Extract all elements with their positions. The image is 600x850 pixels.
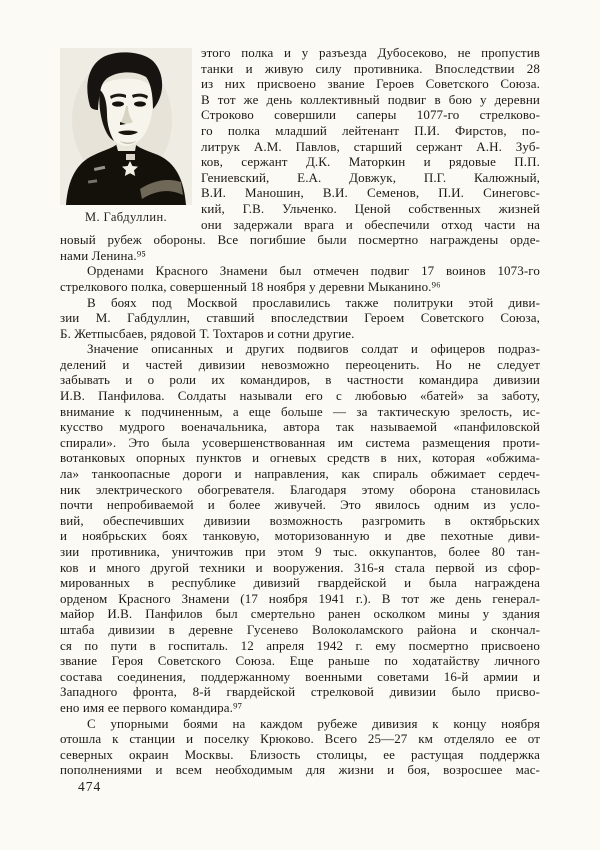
text-line: В.И. Маношин, В.И. Семенов, П.И. Синеговс- xyxy=(201,185,540,201)
text-line: В тот же день коллективный подвиг в бою у деревни xyxy=(201,91,540,107)
text-line: ков и много другой техники и вооружения. 316-я стала первой из сфор- xyxy=(60,559,540,575)
paragraph-kryukovo xyxy=(60,716,540,778)
text-line: мированных в республике дивизий гвардейской и была награждена xyxy=(60,575,540,591)
text-line: кий, Г.В. Ульченко. Ценой собственных жизней xyxy=(201,200,540,216)
text-line: ла» танкоопасные дороги и направления, как спираль обжимает сердеч- xyxy=(60,466,540,482)
text-line: Строково совершили саперы 1077-го стрелково- xyxy=(201,107,540,123)
text-line: звание Героя Советского Союза. Еще раньше по ходатайству личного xyxy=(60,653,540,669)
text-line: северных окраин Москвы. Близость столицы, ее растущая поддержка xyxy=(60,746,540,762)
text-line: кусство мудрого военачальника, автора так называемой «панфиловской xyxy=(60,419,540,435)
text-line: ся по пути в госпиталь. 12 апреля 1942 г. ему посмертно присвоено xyxy=(60,637,540,653)
page-number: 474 xyxy=(78,779,102,794)
text-line: ков, сержант Д.К. Маторкин и рядовые П.П. xyxy=(201,154,540,170)
text-line: Западного фронта, 8-й гвардейской стрелковой дивизии было присво- xyxy=(60,684,540,700)
portrait-caption: М. Габдуллин. xyxy=(84,210,168,224)
text-line: ник электрического обогревателя. Благодаря этому оборона становилась xyxy=(60,481,540,497)
text-line: Гениевский, Е.А. Довжук, П.Г. Калюжный, xyxy=(201,169,540,185)
text-line: пополнениями и всем необходимым для жизни и боя, возросшее мас- xyxy=(60,762,540,778)
text-line: Б. Жетпысбаев, рядовой Т. Тохтаров и сотни другие. xyxy=(60,325,355,341)
text-line: отошла к станции и поселку Крюково. Всего 25—27 км отделяло ее от xyxy=(60,731,540,747)
portrait-photo-image xyxy=(60,48,192,205)
text-line: майор И.В. Панфилов был смертельно ранен осколком мины у здания xyxy=(60,606,540,622)
page-content xyxy=(60,45,540,778)
text-line: из них присвоено звание Героев Советского Союза. xyxy=(201,76,540,92)
text-line: забывать и о роли их командиров, в частности командира дивизии xyxy=(60,372,540,388)
text-line: делений и частей дивизии невозможно переоценить. Но не следует xyxy=(60,356,540,372)
text-line: го полка младший лейтенант П.И. Фирстов, по- xyxy=(201,122,540,138)
text-line: ено имя ее первого командира.⁹⁷ xyxy=(60,699,243,715)
text-line: состава соединения, поддержанному военными советами 16-й армии и xyxy=(60,668,540,684)
text-line: Значение описанных и других подвигов солдат и офицеров подраз- xyxy=(87,341,540,357)
text-line: штаба дивизии в деревне Гусенево Волоколамского района и скончал- xyxy=(60,621,540,637)
text-line: этого полка и у разъезда Дубосеково, не пропустив xyxy=(201,45,540,60)
text-line: зии М. Габдуллин, ставший впоследствии Героем Советского Союза, xyxy=(60,310,540,326)
text-line: и ноябрьских боях танковую, моторизованную и две пехотные диви- xyxy=(60,528,540,544)
text-line: вий, обеспечивших дивизии возможность разгромить в октябрьских xyxy=(60,512,540,528)
text-line: орденом Красного Знамени (17 ноября 1941 г.). В тот же день генерал- xyxy=(60,590,540,606)
paragraph-red-banner xyxy=(60,263,540,294)
text-line: почти непробиваемой и более живучей. Это явилось одним из усло- xyxy=(60,497,540,513)
text-line: В боях под Москвой прославились также политруки этой диви- xyxy=(87,294,540,310)
text-line: вотанковых опорных пунктов и огневых средств в них, которая «обжима- xyxy=(60,450,540,466)
text-line: новый рубеж обороны. Все погибшие были посмертно награждены орде- xyxy=(60,232,540,248)
text-line: стрелкового полка, совершенный 18 ноября у деревни Мыканино.⁹⁶ xyxy=(60,278,441,294)
paragraph-panfilov xyxy=(60,341,540,715)
text-line: зии противника, уничтожив при этом 9 тыс. оккупантов, более 80 тан- xyxy=(60,544,540,559)
text-line: нами Ленина.⁹⁵ xyxy=(60,247,147,263)
text-line: внимание к подчиненным, а еще больше — за тактическую зрелость, ис- xyxy=(60,403,540,419)
text-line: они задержали врага и обеспечили отход части на xyxy=(201,216,540,232)
text-line: литрук А.М. Павлов, старший сержант А.Н. Зуб- xyxy=(201,138,540,154)
text-line: спирали». Это была усовершенствованная им система размещения проти- xyxy=(60,434,540,450)
paragraph-politruks xyxy=(60,295,540,342)
text-line: танки и живую силу противника. Впоследствии 28 xyxy=(201,60,540,76)
text-line: Орденами Красного Знамени был отмечен подвиг 17 воинов 1073-го xyxy=(87,263,540,279)
portrait-figure xyxy=(60,48,192,231)
text-line: С упорными боями на каждом рубеже дивизия к концу ноября xyxy=(87,715,540,731)
text-line: И.В. Панфилова. Солдаты называли его с любовью «батей» за заботу, xyxy=(60,388,540,404)
